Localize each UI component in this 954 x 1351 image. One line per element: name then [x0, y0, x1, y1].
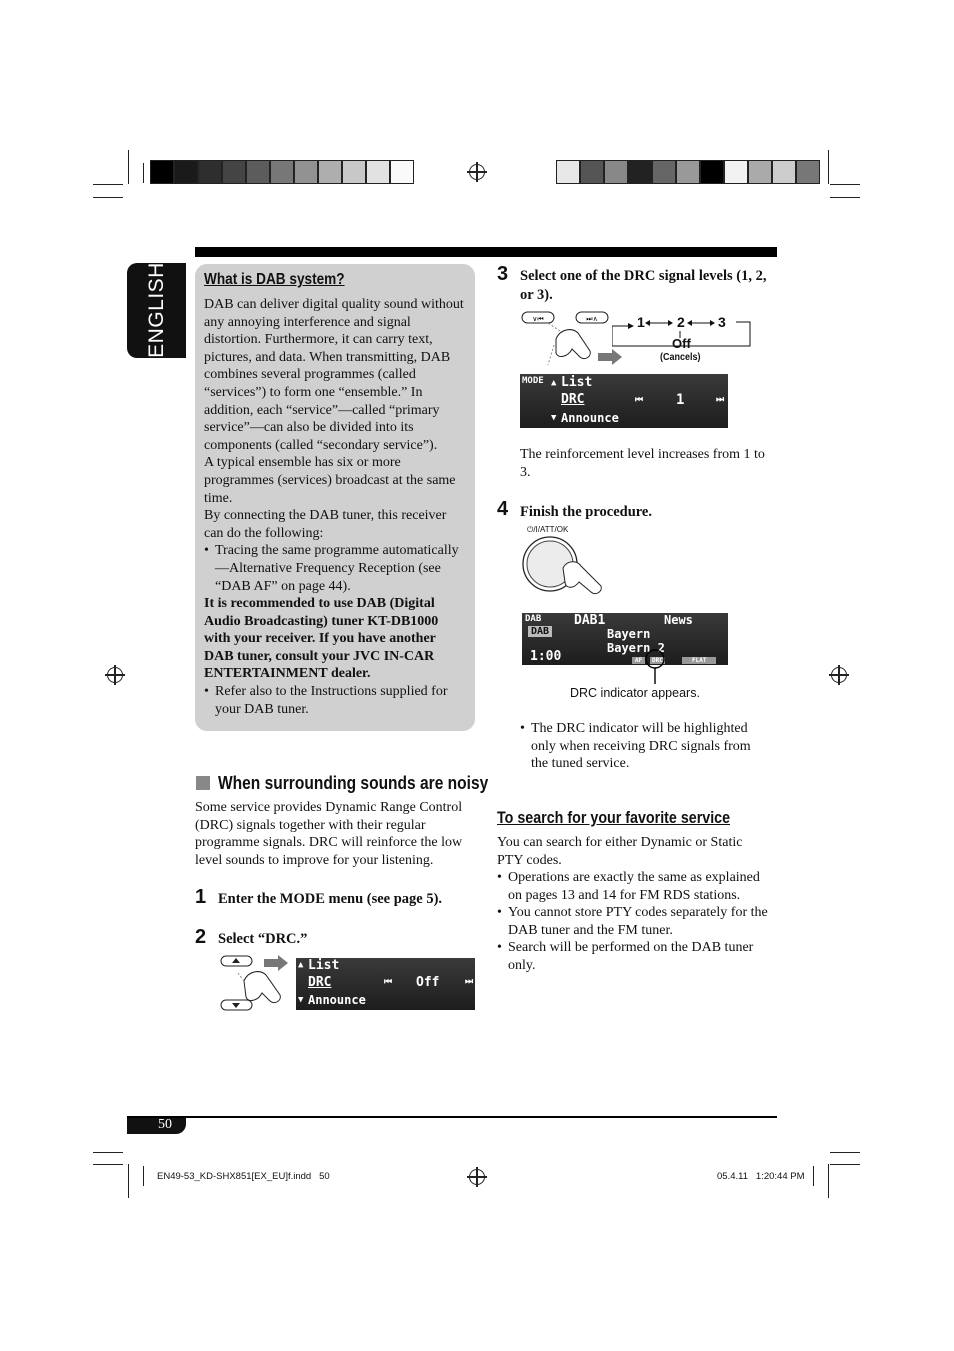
- lcd-display-drc-off: [296, 958, 475, 1010]
- footer-rule: [127, 1116, 777, 1118]
- step-number: 1: [195, 886, 207, 908]
- drc-indicator-callout: [640, 646, 670, 686]
- dab-box-bullet: • Tracing the same programme automatically —Alternative Frequency Reception (see “DAB AF” on page 44).: [204, 542, 468, 595]
- lcd-pty-news: News: [664, 613, 693, 627]
- lcd-drc-indicator: DRC: [652, 657, 663, 664]
- dab-box-bullet: • Refer also to the Instructions supplied for your DAB tuner.: [204, 683, 468, 718]
- lcd-ensemble: Bayern: [607, 627, 651, 641]
- menu-up-arrow-icon: ▲: [298, 960, 304, 970]
- lcd-drc-value: 1: [676, 392, 685, 408]
- lcd-dab-source: DAB: [525, 614, 542, 624]
- dab-box-para: By connecting the DAB tuner, this receiver can do the following:: [204, 508, 447, 541]
- control-knob-illustration: [519, 534, 609, 602]
- lcd-menu-list: List: [561, 375, 593, 390]
- section-intro: Some service provides Dynamic Range Control (DRC) signals together with their regular programme signals. DRC will reinforce the low level sounds to improve for your listening.: [195, 800, 463, 868]
- lcd-display-dab: [522, 613, 728, 665]
- footer-file: EN49-53_KD-SHX851[EX_EU]f.indd 50: [157, 1171, 330, 1182]
- drc-bullet: • The DRC indicator will be highlighted only when receiving DRC signals from the tuned service.: [520, 720, 770, 773]
- registration-mark: [831, 667, 847, 683]
- footer-date: 05.4.11 1:20:44 PM: [717, 1171, 805, 1182]
- step-number: 4: [497, 498, 509, 520]
- drc-level-2: 2: [677, 314, 685, 330]
- svg-text:∨⏮: ∨⏮: [532, 315, 544, 323]
- dab-info-box: [195, 264, 475, 731]
- knob-label: ⏻/I/ATT/OK: [527, 525, 569, 534]
- step-text: Enter the MODE menu (see page 5).: [218, 891, 443, 907]
- lcd-menu-drc: DRC: [561, 392, 585, 407]
- search-intro: You can search for either Dynamic or Static PTY codes.: [497, 835, 743, 868]
- lcd-drc-value: Off: [416, 975, 440, 990]
- drc-level-1: 1: [637, 314, 645, 330]
- side-tab-label: ENGLISH: [145, 262, 168, 358]
- dab-box-title: What is DAB system?: [204, 271, 345, 288]
- step-text: Select “DRC.”: [218, 931, 308, 947]
- step3-note: The reinforcement level increases from 1 to 3.: [520, 447, 765, 480]
- lcd-dab-band: DAB1: [574, 613, 606, 628]
- dab-box-body: [204, 296, 468, 718]
- menu-down-arrow-icon: ▼: [298, 995, 304, 1005]
- drc-level-3: 3: [718, 314, 726, 330]
- lcd-flat-indicator: FLAT: [682, 657, 716, 664]
- drc-caption: DRC indicator appears.: [570, 686, 700, 700]
- search-bullet-list: [497, 869, 772, 975]
- svg-text:⏭∧: ⏭∧: [586, 315, 598, 323]
- registration-mark: [469, 164, 485, 180]
- registration-mark: [469, 1169, 485, 1185]
- color-bar-right: [556, 160, 820, 184]
- search-heading: To search for your favorite service: [497, 808, 731, 827]
- lcd-service: Bayern 2: [607, 641, 665, 655]
- header-rule: [195, 247, 777, 257]
- drc-bullet-list: [520, 720, 770, 773]
- lcd-menu-announce: Announce: [561, 411, 619, 425]
- search-bullet: • Search will be performed on the DAB tuner only.: [497, 939, 772, 974]
- drc-level-off: Off: [672, 336, 691, 351]
- section-square-icon: [196, 776, 210, 790]
- side-tab: [127, 263, 186, 358]
- lcd-display-drc-1: [520, 374, 728, 428]
- skip-forward-icon: ⏭: [716, 395, 725, 405]
- up-down-buttons-illustration: [218, 953, 296, 1015]
- lcd-menu-announce: Announce: [308, 993, 366, 1007]
- step-text: Select one of the DRC signal levels (1, 2, or 3).: [520, 268, 767, 303]
- lcd-mode-label: MODE: [522, 376, 544, 386]
- dab-box-para: A typical ensemble has six or more programmes (services) broadcast at the same time.: [204, 455, 456, 506]
- step-number: 3: [497, 263, 509, 285]
- dab-box-bold: It is recommended to use DAB (Digital Audio Broadcasting) tuner KT-DB1000 with your receiver. If you have another DAB tuner, consult your JVC IN-CAR ENTERTAINMENT dealer.: [204, 596, 439, 682]
- color-bar-left: [150, 160, 414, 184]
- lcd-dab-logo: DAB: [528, 626, 552, 637]
- search-bullet: • You cannot store PTY codes separately for the DAB tuner and the FM tuner.: [497, 904, 772, 939]
- section-heading: When surrounding sounds are noisy: [218, 772, 489, 793]
- lcd-menu-list: List: [308, 958, 340, 973]
- menu-up-arrow-icon: ▲: [551, 378, 557, 388]
- lcd-af-indicator: AF: [632, 657, 645, 664]
- menu-down-arrow-icon: ▼: [551, 413, 557, 423]
- skip-back-icon: ⏮: [635, 395, 644, 405]
- skip-back-icon: ⏮: [384, 977, 393, 987]
- skip-forward-icon: ⏭: [465, 977, 474, 987]
- dab-box-para: DAB can deliver digital quality sound without any annoying interference and signal distortion. Furthermore, it can carry text, pictures, and data. When transmitting, DAB combines several programmes (called “services”) to form one “ensemble.” In addition, each “service”—called “primary service”—can also be divided into its components (called “secondary service”).: [204, 297, 464, 453]
- registration-mark: [107, 667, 123, 683]
- step-number: 2: [195, 926, 207, 948]
- step-text: Finish the procedure.: [520, 504, 652, 520]
- drc-cancels-label: (Cancels): [660, 352, 701, 363]
- lcd-menu-drc: DRC: [308, 975, 332, 990]
- lcd-clock: 1:00: [530, 649, 562, 664]
- search-bullet: • Operations are exactly the same as explained on pages 13 and 14 for FM RDS stations.: [497, 869, 772, 904]
- page-number-tab: [127, 1118, 186, 1134]
- page-number: 50: [158, 1117, 172, 1132]
